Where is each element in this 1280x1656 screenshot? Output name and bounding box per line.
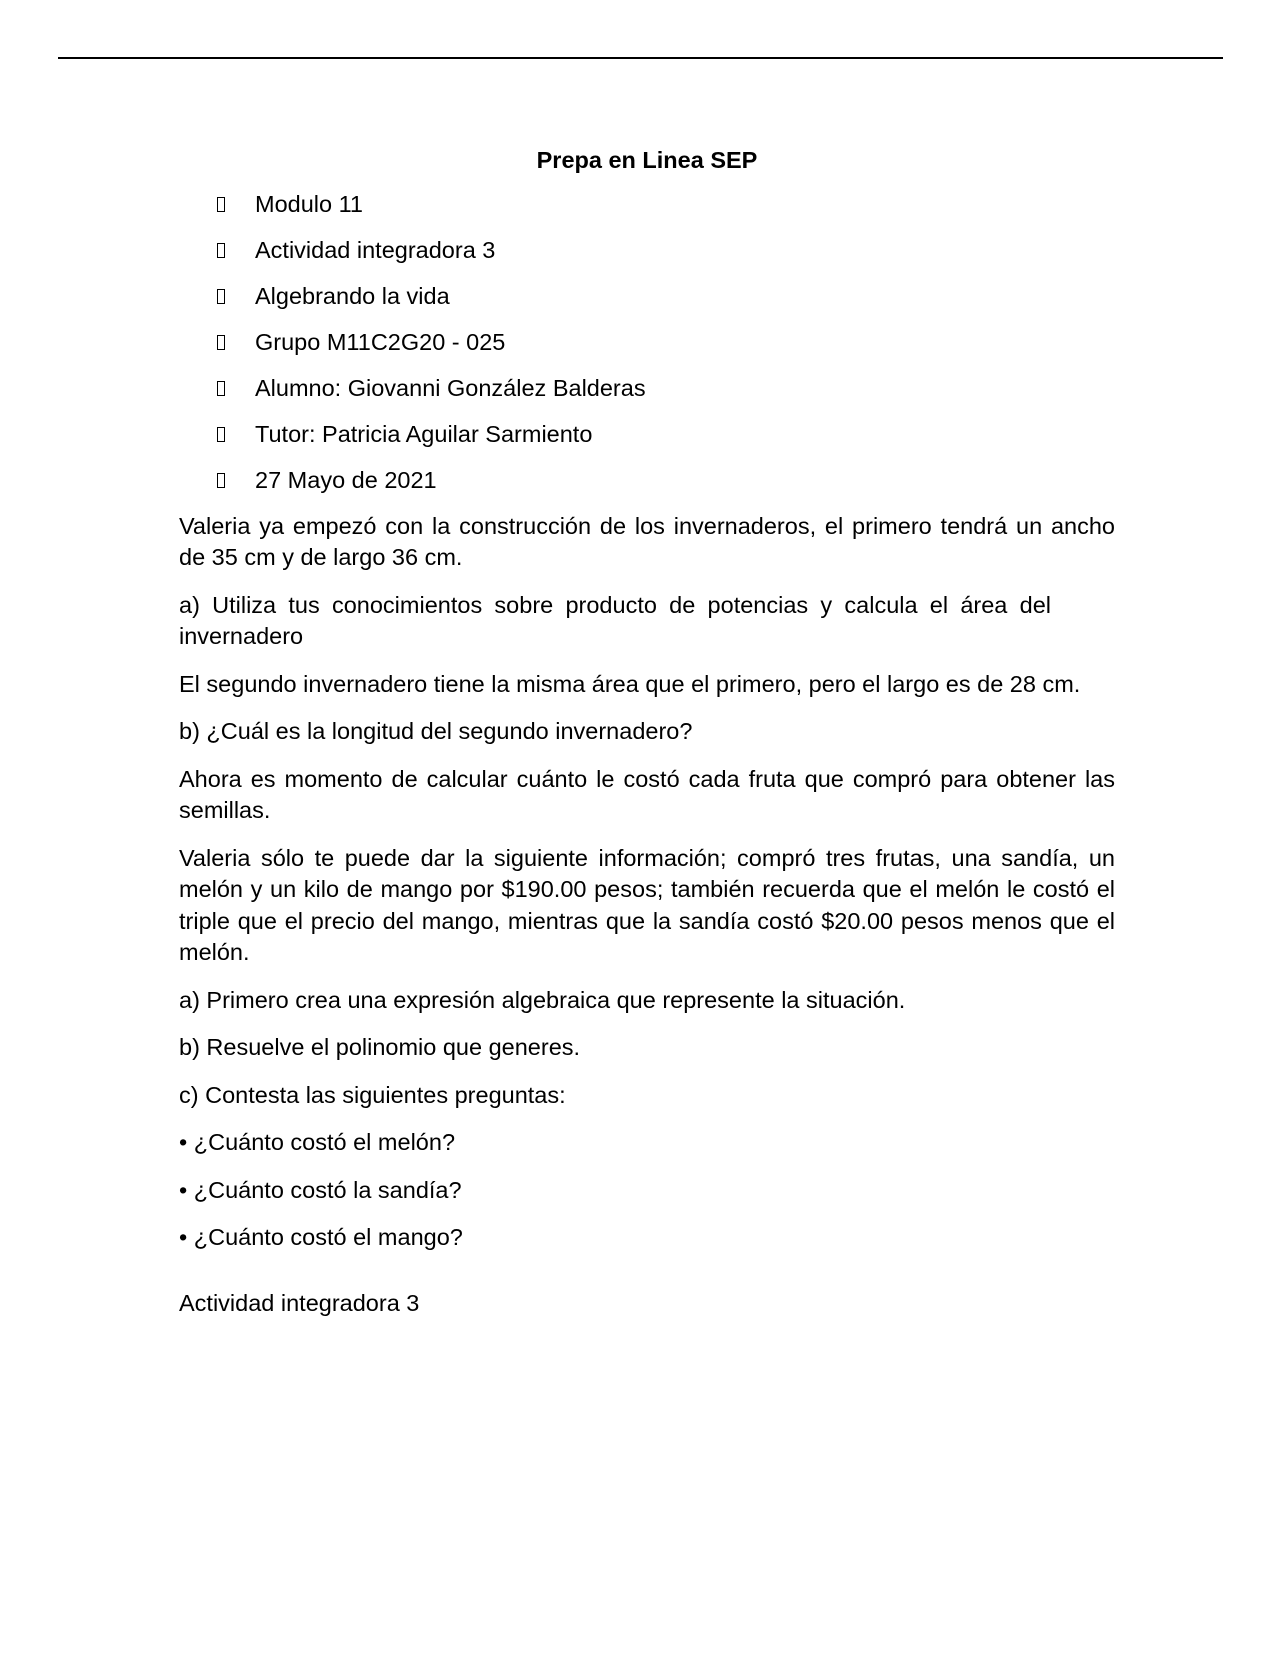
question-watermelon: • ¿Cuánto costó la sandía? (179, 1176, 462, 1203)
info-item-topic: Algebrando la vida (255, 282, 450, 309)
info-item-group: Grupo M11C2G20 - 025 (255, 328, 506, 355)
info-item-student: Alumno: Giovanni González Balderas (255, 374, 646, 401)
paragraph-instruction-a: a) Primero crea una expresión algebraica que represente la situación. (179, 986, 906, 1013)
footer-text: Actividad integradora 3 (179, 1289, 420, 1316)
info-item (179, 327, 1115, 373)
missing-glyph-bullet-icon (217, 289, 225, 304)
paragraph-question-b-length: b) ¿Cuál es la longitud del segundo invernadero? (179, 718, 693, 744)
question-melon: • ¿Cuánto costó el melón? (179, 1129, 456, 1155)
document-title: Prepa en Linea SEP (536, 147, 758, 173)
missing-glyph-bullet-icon (217, 381, 225, 396)
info-item (179, 465, 1115, 511)
missing-glyph-bullet-icon (217, 427, 225, 442)
info-list (179, 189, 1115, 511)
info-item (179, 281, 1115, 327)
paragraph-greenhouse-intro: Valeria ya empezó con la construcción de los invernaderos, el primero tendrá un ancho de 35 cm y de largo 36 cm. (179, 512, 1115, 570)
info-item (179, 189, 1115, 235)
missing-glyph-bullet-icon (217, 473, 225, 488)
missing-glyph-bullet-icon (217, 197, 225, 212)
header-rule (58, 57, 1223, 59)
paragraph-second-greenhouse: El segundo invernadero tiene la misma área que el primero, pero el largo es de 28 cm. (179, 670, 1081, 697)
paragraph-instruction-b: b) Resuelve el polinomio que generes. (179, 1034, 581, 1060)
info-item-tutor: Tutor: Patricia Aguilar Sarmiento (255, 420, 593, 447)
missing-glyph-bullet-icon (217, 335, 225, 350)
info-item-activity: Actividad integradora 3 (255, 236, 496, 263)
info-item (179, 419, 1115, 465)
info-item (179, 373, 1115, 419)
missing-glyph-bullet-icon (217, 243, 225, 258)
paragraph-instruction-c: c) Contesta las siguientes preguntas: (179, 1081, 566, 1108)
paragraph-fruit-info: Valeria sólo te puede dar la siguiente información; compró tres frutas, una sandía, un melón y un kilo de mango por $190.00 pesos; también recuerda que el melón le costó el triple que el precio del mango, mientras que la sandía costó $20.00 pesos menos que el melón. (179, 844, 1115, 965)
info-item-date: 27 Mayo de 2021 (255, 466, 437, 493)
info-item (179, 235, 1115, 281)
question-mango: • ¿Cuánto costó el mango? (179, 1224, 463, 1250)
info-item-module: Modulo 11 (255, 190, 363, 217)
paragraph-question-a-area: a) Utiliza tus conocimientos sobre producto de potencias y calcula el área del invernadero (179, 591, 1051, 649)
paragraph-fruit-intro: Ahora es momento de calcular cuánto le costó cada fruta que compró para obtener las semillas. (179, 765, 1115, 823)
document-body (179, 145, 1115, 1319)
